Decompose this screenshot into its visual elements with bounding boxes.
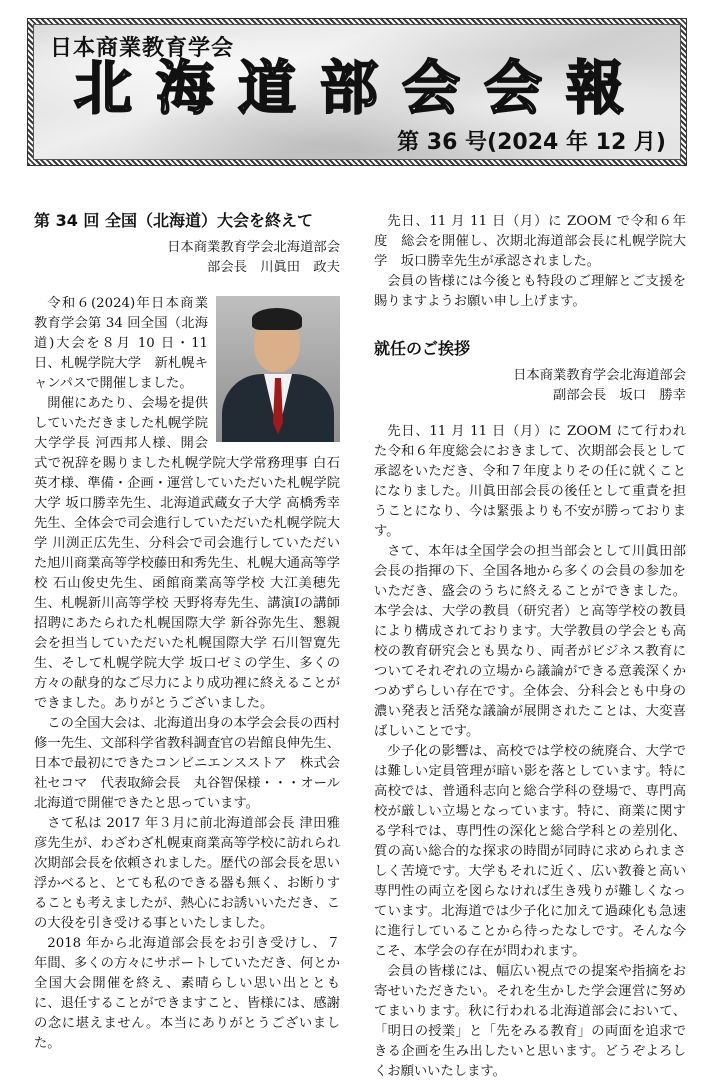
article2-paragraph: 会員の皆様には、幅広い視点での提案や指摘をお寄せいただきたい。それを生かした学会運営に努めてまいります。秋に行われる北海道部会において、「明日の授業」と「先をみる教育」の両面を追求できる企画を生み出したいと思います。どうぞよろしくお願いいたします。	[374, 964, 686, 1079]
article1-paragraph: 令和６(2024)年日本商業教育学会第 34 回全国（北海道)大会を８月 10 日・11 日、札幌学院大学 新札幌キャンパスで開催しました。	[34, 296, 208, 391]
issue-number: 第 36 号(2024 年 12 月)	[397, 130, 666, 155]
right-column	[374, 212, 686, 1082]
article2-title: 就任のご挨拶	[374, 339, 471, 358]
article2-paragraph: さて、本年は全国学会の担当部会として川眞田部会長の指揮の下、全国各地から多くの会員の参加をいただき、盛会のうちに終えることができました。本学会は、大学の教員（研究者）と高等学校の教員により構成されております。大学教員の学会とも高校の教育研究会とも異なり、両者がビジネス教育についてそれぞれの立場から議論ができる意義深くかつめずらしい存在です。全体会、分科会とも中身の濃い発表と活発な議論が展開されたことは、大変喜ばしいことです。	[374, 544, 686, 739]
article1-paragraph: 開催にあたり、会場を提供していただきました札幌学院大学学長 河西邦人様、開会式で祝辞を賜りました札幌学院大学常務理事 白石英才様、準備・企画・運営していただいた札幌学院大学 坂口勝幸先生、北海道武蔵女子大学 高橋秀幸先生、全体会で司会進行していただいた札幌学院大学 川渕正広先生、分科会で司会進行していただいた旭川商業高等学校藤田和秀先生、札幌大通高等学校 石山俊史先生、函館商業高等学校 大江美穂先生、札幌新川高等学校 天野将寿先生、講演Ⅰの講師招聘にあたられた札幌国際大学 新谷弥先生、懇親会を担当していただいた札幌国際大学 石川智寛先生、そして札幌学院大学 坂口ゼミの学生、多くの方々の献身的なご尽力により成功裡に終えることができました。ありがとうございました。	[34, 396, 340, 711]
org-name: 日本商業教育学会	[50, 36, 235, 61]
newsletter-title: 北海道部会会報	[74, 54, 649, 122]
article1-title: 第 34 回 全国（北海道）大会を終えて	[34, 211, 313, 230]
article1-author-role: 部会長 川眞田 政夫	[207, 260, 340, 275]
author-photo	[216, 296, 340, 442]
article1-paragraph: 2018 年から北海道部会長をお引き受けし、７ 年間、多くの方々にサポートしていただき、何とか全国大会開催を終え、素晴らしい思い出とともに、退任することができますこと、皆様には、感謝の念に堪えません。本当にありがとうございました。	[34, 936, 340, 1051]
left-column	[34, 210, 340, 1054]
article1-paragraph: さて私は 2017 年３月に前北海道部会長 津田雅彦先生が、わざわざ札幌東商業高等学校に訪れられ次期部会長を依頼されました。歴代の部会長を思い浮かべると、とても私のできる器も無く、お断りすることも考えましたが、熱心にお誘いいただき、この大役を引き受ける事といたしました。	[34, 816, 340, 931]
article2-paragraph: 先日、11 月 11 日（月）に ZOOM にて行われた令和６年度総会におきまして、次期部会長として承認をいただき、令和７年度よりその任に就くことになりました。川眞田部会長の後任として重責を担うことになり、今は緊張よりも不安が勝っております。	[374, 424, 686, 539]
notice-paragraph: 先日、11 月 11 日（月）に ZOOM で令和６年度 総会を開催し、次期北海道部会長に札幌学院大学 坂口勝幸先生が承認されました。	[374, 214, 686, 269]
masthead	[27, 18, 687, 166]
masthead-panel	[33, 24, 681, 160]
article1-paragraph: この全国大会は、北海道出身の本学会会長の西村修一先生、文部科学省教科調査官の岩館良伸先生、日本で最初にできたコンビニエンスストア 株式会社セコマ 代表取締会長 丸谷智保様・・・オール北海道で開催できたと思っています。	[34, 716, 340, 811]
notice-paragraph: 会員の皆様には今後とも特段のご理解とご支援を賜りますようお願い申し上げます。	[374, 274, 686, 309]
article1-author-affiliation: 日本商業教育学会北海道部会	[167, 240, 340, 255]
article2-author-affiliation: 日本商業教育学会北海道部会	[513, 368, 686, 383]
article2-author-role: 副部会長 坂口 勝幸	[553, 388, 686, 403]
article2-paragraph: 少子化の影響は、高校では学校の統廃合、大学では難しい定員管理が暗い影を落としています。特に高校では、普通科志向と総合学科の登場で、専門高校が厳しい立場となっています。特に、商業に関する学科では、専門性の深化と総合学科との差別化、質の高い総合的な探求の時間が同時に求められまさしく苦境です。大学もそれに近く、広い教養と高い専門性の両立を図らなければ生き残りが難しくなっています。北海道では少子化に加えて過疎化も急速に進行していることから待ったなしです。そんな今こそ、本学会の存在が問われます。	[374, 744, 686, 959]
